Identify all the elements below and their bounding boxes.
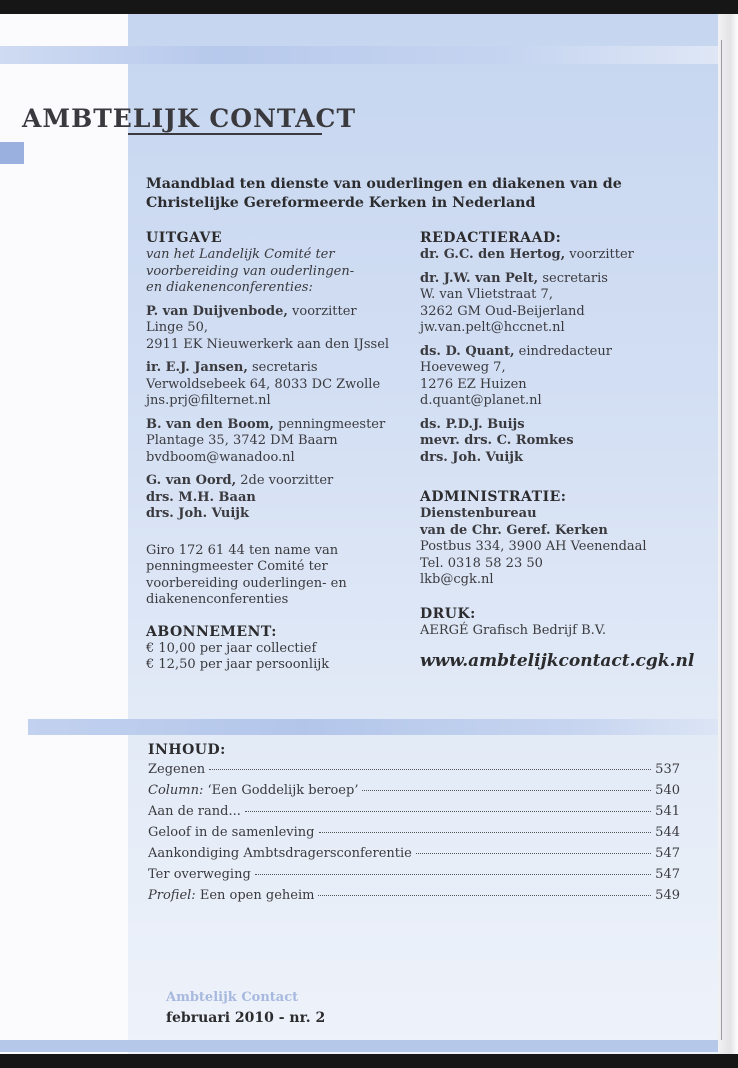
toc-page-number: 549 <box>655 888 680 903</box>
uitgave-section <box>146 229 416 674</box>
scan-border-top <box>0 0 738 14</box>
contact-block: P. van Duijvenbode, voorzitter Linge 50, 2911 EK Nieuwerkerk aan den IJssel <box>146 303 390 352</box>
redactieraad-heading: REDACTIERAAD: <box>420 230 562 246</box>
contact-block: ds. P.D.J. Buijs mevr. drs. C. Romkes drs. Joh. Vuijk <box>420 416 574 465</box>
toc-item[interactable]: Zegenen 537 <box>148 762 680 777</box>
footer-issue-number: februari 2010 - nr. 2 <box>166 1010 326 1026</box>
administratie-heading: ADMINISTRATIE: <box>420 489 567 505</box>
contact-block: B. van den Boom, penningmeester Plantage 35, 3742 DM Baarn bvdboom@wanadoo.nl <box>146 417 416 467</box>
abonnement-heading: ABONNEMENT: <box>146 623 277 640</box>
inhoud-heading: INHOUD: <box>148 742 226 758</box>
toc-leader <box>209 769 651 770</box>
toc-item[interactable]: Geloof in de samenleving 544 <box>148 825 680 840</box>
table-of-contents <box>148 762 680 909</box>
abonnement-prices: € 10,00 per jaar collectief € 12,50 per jaar persoonlijk <box>146 640 330 672</box>
uitgave-heading: UITGAVE <box>146 230 223 246</box>
email-link[interactable]: lkb@cgk.nl <box>420 572 494 587</box>
toc-item[interactable]: Aankondiging Ambtsdragersconferentie 547 <box>148 846 680 861</box>
email-link[interactable]: d.quant@planet.nl <box>420 393 542 408</box>
bottom-decorative-stripe <box>0 1040 718 1052</box>
contact-block: ds. D. Quant, eindredacteur Hoeveweg 7, 1276 EZ Huizen d.quant@planet.nl <box>420 344 710 410</box>
footer-publication-title: Ambtelijk Contact <box>166 990 299 1005</box>
contact-block: dr. J.W. van Pelt, secretaris W. van Vlietstraat 7, 3262 GM Oud-Beijerland jw.van.pelt@hccnet.nl <box>420 271 710 337</box>
masthead-underline <box>128 133 322 135</box>
toc-page-number: 547 <box>655 846 680 861</box>
toc-item[interactable]: Profiel: Een open geheim 549 <box>148 888 680 903</box>
toc-page-number: 547 <box>655 867 680 882</box>
subtitle: Maandblad ten dienste van ouderlingen en diakenen van de Christelijke Gereformeerde Kerken in Nederland <box>146 176 622 211</box>
toc-leader <box>245 811 651 812</box>
toc-leader <box>255 874 651 875</box>
uitgave-intro: van het Landelijk Comité ter voorbereiding van ouderlingen- en diakenenconferenties: <box>146 247 355 295</box>
masthead-title: AMBTELIJK CONTACT <box>22 104 357 133</box>
toc-leader <box>362 790 651 791</box>
toc-page-number: 541 <box>655 804 680 819</box>
toc-leader <box>318 895 651 896</box>
contact-block: G. van Oord, 2de voorzitter drs. M.H. Baan drs. Joh. Vuijk <box>146 473 334 521</box>
toc-item[interactable]: Ter overweging 547 <box>148 867 680 882</box>
toc-page-number: 537 <box>655 762 680 777</box>
middle-decorative-stripe <box>28 719 718 735</box>
giro-info: Giro 172 61 44 ten name van penningmeester Comité ter voorbereiding ouderlingen- en diakenenconferenties <box>146 542 347 607</box>
website-link[interactable]: www.ambtelijkcontact.cgk.nl <box>420 651 695 671</box>
toc-leader <box>416 853 651 854</box>
top-decorative-stripe <box>0 46 718 64</box>
email-link[interactable]: jns.prj@filternet.nl <box>146 393 271 408</box>
email-link[interactable]: jw.van.pelt@hccnet.nl <box>420 320 565 335</box>
contact-block: ir. E.J. Jansen, secretaris Verwoldsebeek 64, 8033 DC Zwolle jns.prj@filternet.nl <box>146 360 416 410</box>
toc-item[interactable]: Aan de rand... 541 <box>148 804 680 819</box>
scan-border-bottom <box>0 1054 738 1068</box>
druk-info: AERGÉ Grafisch Bedrijf B.V. <box>420 622 606 638</box>
toc-page-number: 544 <box>655 825 680 840</box>
email-link[interactable]: bvdboom@wanadoo.nl <box>146 449 295 465</box>
left-accent-box <box>0 142 24 164</box>
administratie-info: Dienstenbureau van de Chr. Geref. Kerken Postbus 334, 3900 AH Veenendaal Tel. 0318 58 23 50 lkb@cgk.nl <box>420 506 710 589</box>
toc-page-number: 540 <box>655 783 680 798</box>
druk-heading: DRUK: <box>420 605 476 622</box>
toc-leader <box>319 832 652 833</box>
toc-item[interactable]: Column: ‘Een Goddelijk beroep’ 540 <box>148 783 680 798</box>
redactieraad-section: REDACTIERAAD: dr. G.C. den Hertog, voorzitter dr. J.W. van Pelt, secretaris W. van Vlietstraat 7, 3262 GM Oud-Beijerland jw.van.pelt@hccnet.nl ds. D. Quant, eindredacteur Hoeveweg 7, 1276 EZ Huizen d.quant@planet.nl ds. P.D.J. Buijs mevr. drs. C. Romkes drs. Joh. Vuijk ADMINISTRATIE: Dienstenbureau van de Chr. Geref. Kerken Postbus 334, 3900 AH Veenendaal Tel. 0318 58 23 50 lkb@cgk.nl DRUK: AERGÉ Grafisch Bedrijf B.V. www.ambtelijkcontact.cgk.nl <box>420 229 710 671</box>
page-binding-line <box>721 40 722 1040</box>
